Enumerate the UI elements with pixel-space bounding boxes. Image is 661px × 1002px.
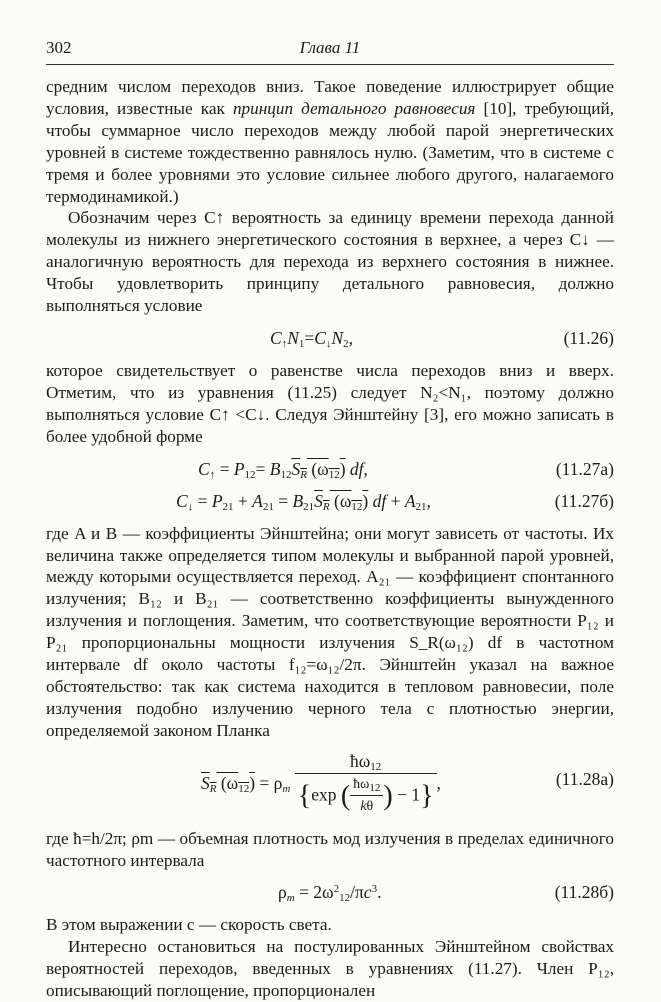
equation-11-26: $C_↑N_1=C_↓N_2$, (11.26) — [270, 327, 614, 350]
equation-number: (11.28а) — [555, 768, 614, 789]
paragraph-5: где ħ=h/2π; ρm — объемная плотность мод излучения в пределах единичного частотного интервала — [46, 828, 614, 870]
term-detailed-balance: принцип детального равновесия — [232, 98, 476, 118]
equation-11-28b: $\rho_m = 2\omega^2_{12}/\pi c^3$. (11.28б) — [278, 882, 614, 905]
equation-number: (11.26) — [563, 327, 614, 348]
equation-number: (11.28б) — [554, 882, 614, 903]
equation-11-28a: $S_R$ $(\omega_{12}) = \rho_m$ $ħ\omega_{12}$ {exp ( $\frac{ħ\omega_{12}}{k\theta}$ ) − 1} , (11.28а) — [201, 750, 614, 815]
header-rule — [46, 64, 614, 65]
page — [46, 0, 614, 1000]
page-header — [46, 38, 614, 60]
equation-11-27b: $C_↓ = P_{21} + A_{21} = B_{21}S_R$ $(\omega_{12})$ df + $A_{21}$, (11.27б) — [176, 490, 614, 513]
body-text — [46, 76, 614, 1002]
running-title: Глава 11 — [299, 38, 361, 57]
page-number: 302 — [46, 38, 72, 57]
paragraph-3: которое свидетельствует о равенстве числа переходов вниз и вверх. Отметим, что из уравнения (11.25) следует N₂<N₁, поэтому должно выполняться условие C↑ <C↓. Следуя Эйнштейну [3], его можно записать в более удобной форме — [46, 360, 614, 446]
paragraph-1: средним числом переходов вниз. Такое поведение иллюстрирует общие условия, известные как принцип детального равновесия [10], требующий, чтобы суммарное число переходов между любой парой энергетических уровней в системе тождественно равнялось нулю. (Заметим, что в системе с тремя и более уровнями это условие сильнее любого другого, налагаемого термодинамикой.) — [46, 77, 614, 206]
equation-number: (11.27б) — [554, 490, 614, 511]
paragraph-4: где A и B — коэффициенты Эйнштейна; они могут зависеть от частоты. Их величина также определяется типом молекулы и выбранной парой уровней, между которыми осуществляется переход. A₂₁ — коэффициент спонтанного излучения; B₁₂ и B₂₁ — соответственно коэффициенты вынужденного излучения и поглощения. Заметим, что соответствующие вероятности P₁₂ и P₂₁ пропорциональны мощности излучения S_R(ω₁₂) df в частотном интервале df около частоты f₁₂=ω₁₂/2π. Эйнштейн указал на важное обстоятельство: так как система находится в тепловом равновесии, поле излучения подобно излучению черного тела с плотностью энергии, определяемой законом Планка — [46, 523, 614, 740]
paragraph-7: Интересно остановиться на постулированных Эйнштейном свойствах вероятностей переходов, введенных в уравнениях (11.27). Член P₁₂, описывающий поглощение, пропорционален — [46, 937, 614, 1001]
paragraph-6: В этом выражении c — скорость света. — [46, 915, 332, 935]
equation-number: (11.27а) — [555, 458, 614, 479]
equation-11-27a: $C_↑ = P_{12}= B_{12}S_R$ $(\omega_{12})$ df, (11.27а) — [198, 458, 614, 481]
paragraph-2: Обозначим через C↑ вероятность за единицу времени перехода данной молекулы из нижнего энергетического состояния в верхнее, а через C↓ — аналогичную вероятность для перехода из верхнего состояния в нижнее. Чтобы удовлетворить принципу детального равновесия, должно выполняться условие — [46, 208, 614, 316]
